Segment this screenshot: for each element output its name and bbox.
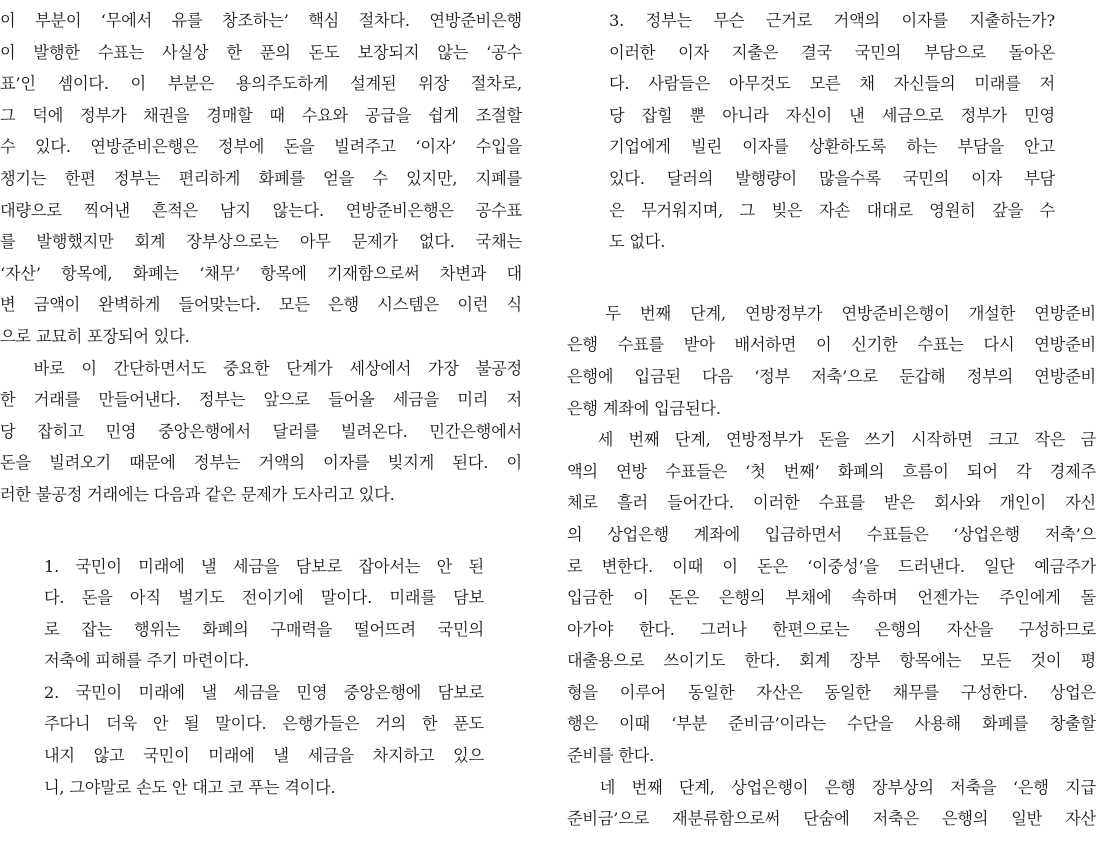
text-line: 를 발행했지만 회계 장부상으로는 아무 문제가 없다. 국채는 [0,232,522,252]
text-line: 바로 이 간단하면서도 중요한 단계가 세상에서 가장 불공정 [0,358,522,378]
text-line: 로 잡는 행위는 화폐의 구매력을 떨어뜨려 국민의 [44,619,484,639]
text-line: 행은 이때 ‘부분 준비금’이라는 수단을 사용해 화폐를 창출할 [567,714,1096,734]
list-item [44,677,484,803]
text-line: 준비금’으로 재분류함으로써 단숨에 저축은 은행의 일반 자산 [567,809,1096,829]
text-line: 입금한 이 돈은 은행의 부채에 속하며 언젠가는 주인에게 돌 [567,588,1096,608]
text-line: 2. 국민이 미래에 낼 세금을 민영 중앙은행에 담보로 [44,682,484,702]
text-line: ‘자산’ 항목에, 화폐는 ‘채무’ 항목에 기재함으로써 차변과 대 [0,263,522,283]
text-line: 도 없다. [609,232,666,252]
text-line: 아가야 한다. 그러나 한편으로는 은행의 자산을 구성하므로 [567,619,1096,639]
text-line: 있다. 달러의 발행량이 많을수록 국민의 이자 부담 [609,168,1055,188]
text-line: 준비를 한다. [567,746,655,766]
text-line: 로 변한다. 이때 이 돈은 ‘이중성’을 드러낸다. 일단 예금주가 [567,556,1096,576]
text-line: 1. 국민이 미래에 낼 세금을 담보로 잡아서는 안 된 [44,556,484,576]
paragraph-step-three [567,424,1096,772]
text-line: 기업에게 빌린 이자를 상환하도록 하는 부담을 안고 [609,137,1055,157]
text-line: 당 잡히고 민영 중앙은행에서 달러를 빌려온다. 민간은행에서 [0,421,522,441]
text-line: 세 번째 단계, 연방정부가 돈을 쓰기 시작하면 크고 작은 금 [567,430,1096,450]
paragraph-unfair-deal [0,353,522,511]
text-line: 당 잡힐 뿐 아니라 자신이 낸 세금으로 정부가 민영 [609,105,1055,125]
text-line: 은행 수표를 받아 배서하면 이 신기한 수표는 다시 연방준비 [567,335,1096,355]
text-line: 대량으로 찍어낸 흔적은 남지 않는다. 연방준비은행은 공수표 [0,200,522,220]
text-line: 내지 않고 국민이 미래에 낼 세금을 차지하고 있으 [44,746,484,766]
paragraph-step-two [567,298,1096,424]
text-line: 체로 흘러 들어간다. 이러한 수표를 받은 회사와 개인이 자신 [567,493,1096,513]
list-item [44,551,484,677]
text-line: 돈을 빌려오기 때문에 정부는 거액의 이자를 빚지게 된다. 이 [0,453,522,473]
list-item [567,5,1055,258]
text-line: 저축에 피해를 주기 마련이다. [44,651,250,671]
text-line: 대출용으로 쓰이기도 한다. 회계 장부 항목에는 모든 것이 평 [567,651,1096,671]
text-line: 은행 계좌에 입금된다. [567,398,721,418]
text-line: 은 무거워지며, 그 빚은 자손 대대로 영원히 갚을 수 [609,200,1055,220]
text-line: 변 금액이 완벽하게 들어맞는다. 모든 은행 시스템은 이런 식 [0,295,522,315]
text-line: 의 상업은행 계좌에 입금하면서 수표들은 ‘상업은행 저축’으 [567,524,1096,544]
text-line: 다. 돈을 아직 벌기도 전이기에 말이다. 미래를 담보 [44,588,484,608]
text-line: 이 발행한 수표는 사실상 한 푼의 돈도 보장되지 않는 ‘공수 [0,42,522,62]
text-line: 챙기는 한편 정부는 편리하게 화폐를 얻을 수 있지만, 지폐를 [0,168,522,188]
text-line: 이 부분이 ‘무에서 유를 창조하는’ 핵심 절차다. 연방준비은행 [0,11,522,30]
text-line: 네 번째 단계, 상업은행이 은행 장부상의 저축을 ‘은행 지급 [567,777,1096,797]
text-line: 두 번째 단계, 연방정부가 연방준비은행이 개설한 연방준비 [567,303,1096,323]
text-line: 은행에 입금된 다음 ‘정부 저축’으로 둔갑해 정부의 연방준비 [567,366,1096,386]
text-line: 3. 정부는 무슨 근거로 거액의 이자를 지출하는가? [609,11,1055,30]
right-column [567,5,1096,835]
left-column [0,5,522,803]
text-line: 액의 연방 수표들은 ‘첫 번째’ 화폐의 흐름이 되어 각 경제주 [567,461,1096,481]
text-line: 표’인 셈이다. 이 부분은 용의주도하게 설계된 위장 절차로, [0,74,522,94]
text-line: 한 거래를 만들어낸다. 정부는 앞으로 들어올 세금을 미리 저 [0,390,522,410]
text-line: 주다니 더욱 안 될 말이다. 은행가들은 거의 한 푼도 [44,714,484,734]
text-line: 형을 이루어 동일한 자산은 동일한 채무를 구성한다. 상업은 [567,682,1096,702]
text-line: 니, 그야말로 손도 안 대고 코 푸는 격이다. [44,777,336,797]
paragraph-fake-check [0,5,522,353]
spacer [0,511,522,551]
text-line: 그 덕에 정부가 채권을 경매할 때 수요와 공급을 쉽게 조절할 [0,105,522,125]
text-line: 다. 사람들은 아무것도 모른 채 자신들의 미래를 저 [609,74,1055,94]
numbered-list [0,551,484,804]
text-line: 러한 불공정 거래에는 다음과 같은 문제가 도사리고 있다. [0,484,395,504]
text-line: 이러한 이자 지출은 결국 국민의 부담으로 돌아온 [609,42,1055,62]
text-line: 으로 교묘히 포장되어 있다. [0,326,190,346]
paragraph-step-four [567,772,1096,835]
text-line: 수 있다. 연방준비은행은 정부에 돈을 빌려주고 ‘이자’ 수입을 [0,137,522,157]
spacer [567,258,1096,298]
